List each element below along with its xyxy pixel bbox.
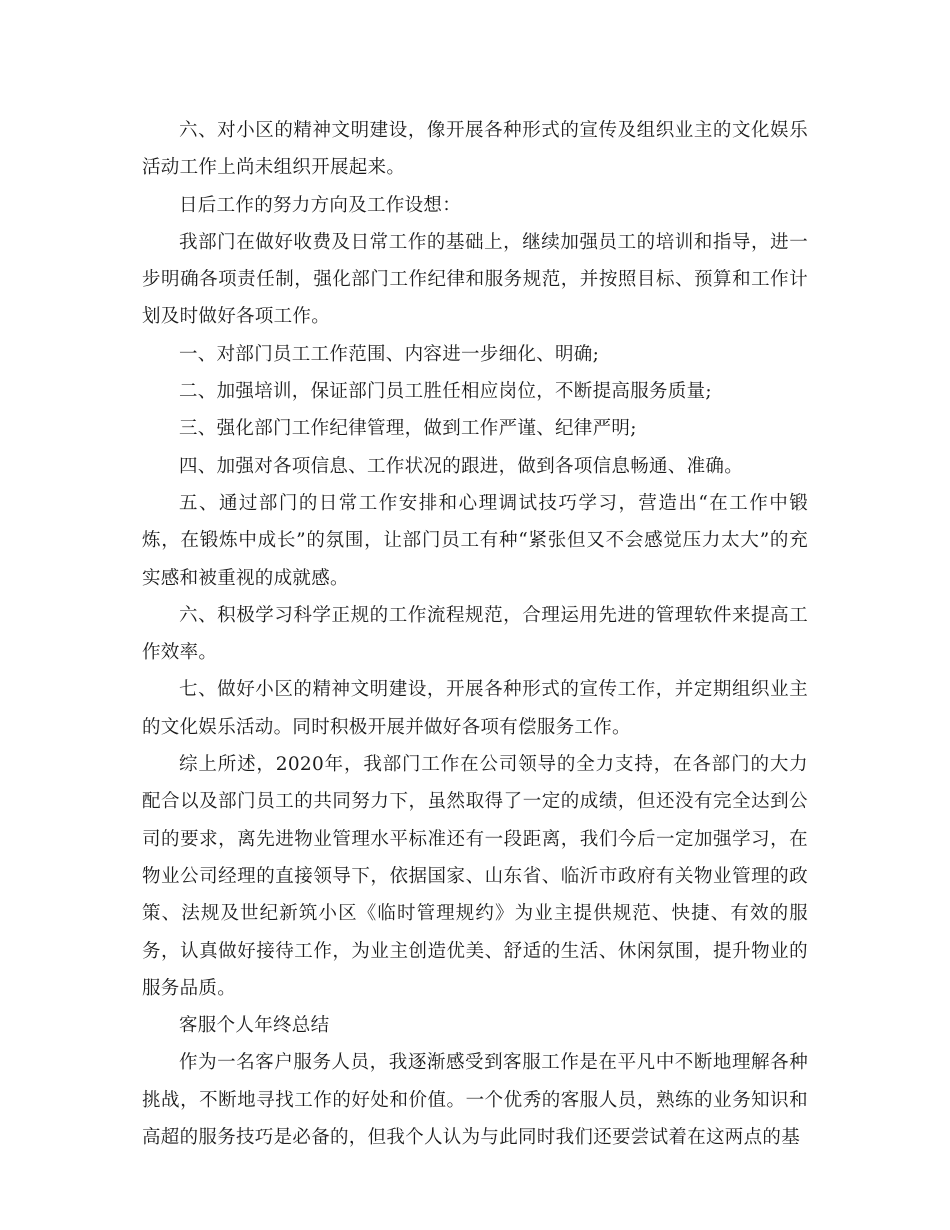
paragraph-summary: 综上所述，2020年，我部门工作在公司领导的全力支持，在各部门的大力配合以及部门员工的共同努力下，虽然取得了一定的成绩，但还没有完全达到公司的要求，离先进物业管理水平标准还有一段距离，我们今后一定加强学习，在物业公司经理的直接领导下，依据国家、山东省、临沂市政府有关物业管理的政策、法规及世纪新筑小区《临时管理规约》为业主提供规范、快捷、有效的服务，认真做好接待工作，为业主创造优美、舒适的生活、休闲氛围，提升物业的服务品质。 — [142, 754, 808, 999]
document-body — [142, 112, 808, 1156]
list-item-5: 五、通过部门的日常工作安排和心理调试技巧学习，营造出“在工作中锻炼，在锻炼中成长”的氛围，让部门员工有种“紧张但又不会感觉压力太大”的充实感和被重视的成就感。 — [142, 492, 808, 589]
paragraph-customer-service-intro: 作为一名客户服务人员，我逐渐感受到客服工作是在平凡中不断地理解各种挑战，不断地寻找工作的好处和价值。一个优秀的客服人员，熟练的业务知识和高超的服务技巧是必备的，但我个人认为与此同时我们还要尝试着在这两点的基 — [142, 1052, 808, 1149]
paragraph-department-plan: 我部门在做好收费及日常工作的基础上，继续加强员工的培训和指导，进一步明确各项责任制，强化部门工作纪律和服务规范，并按照目标、预算和工作计划及时做好各项工作。 — [142, 231, 808, 328]
paragraph-item-6-civilization: 六、对小区的精神文明建设，像开展各种形式的宣传及组织业主的文化娱乐活动工作上尚未组织开展起来。 — [142, 120, 808, 179]
section-heading-future-plans: 日后工作的努力方向及工作设想： — [179, 194, 462, 216]
list-item-6: 六、积极学习科学正规的工作流程规范，合理运用先进的管理软件来提高工作效率。 — [142, 604, 808, 664]
list-item-2: 二、加强培训，保证部门员工胜任相应岗位，不断提高服务质量; — [179, 381, 712, 403]
list-item-3: 三、强化部门工作纪律管理，做到工作严谨、纪律严明; — [179, 418, 637, 440]
section-heading-year-end-summary: 客服个人年终总结 — [179, 1015, 330, 1037]
list-item-1: 一、对部门员工工作范围、内容进一步细化、明确; — [179, 343, 600, 365]
list-item-4: 四、加强对各项信息、工作状况的跟进，做到各项信息畅通、准确。 — [179, 455, 744, 477]
list-item-7: 七、做好小区的精神文明建设，开展各种形式的宣传工作，并定期组织业主的文化娱乐活动。同时积极开展并做好各项有偿服务工作。 — [142, 679, 808, 738]
